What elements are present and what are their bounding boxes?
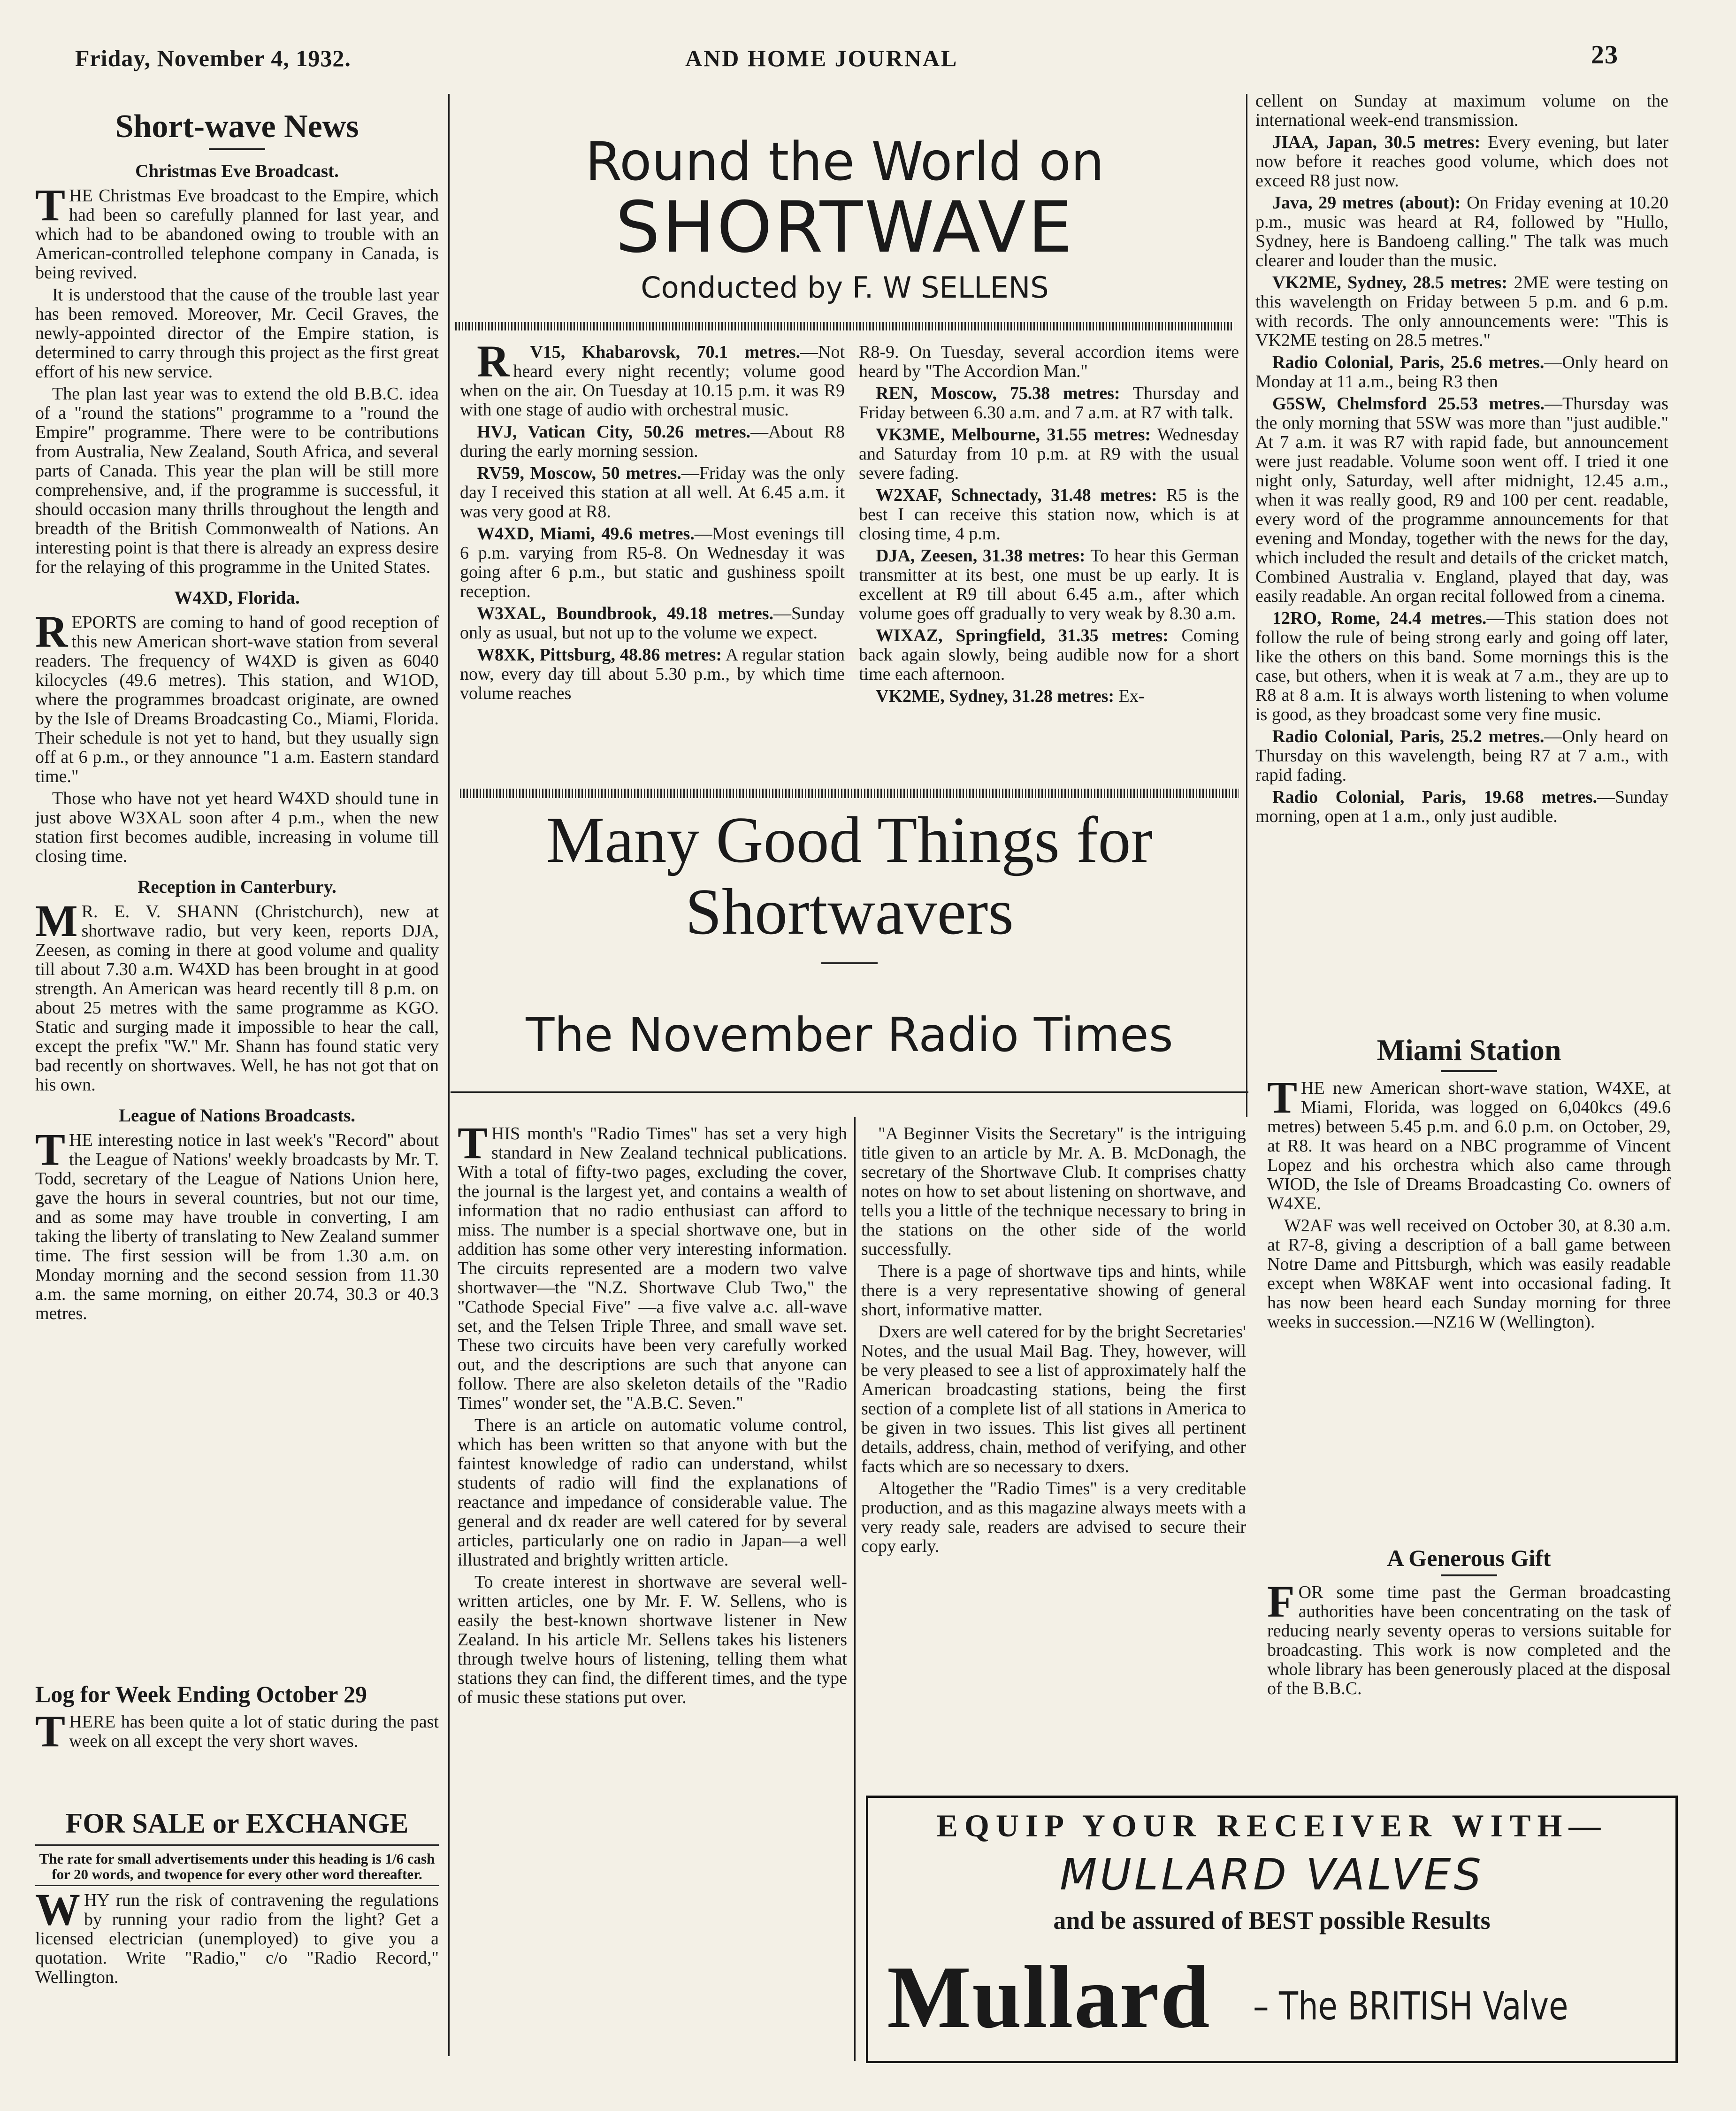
station-entry bbox=[1255, 273, 1668, 350]
station-entry bbox=[460, 645, 845, 703]
station-name: Radio Colonial, Paris, 25.6 metres. bbox=[1272, 353, 1545, 372]
banner-line1: Round the World on bbox=[585, 131, 1104, 192]
many-good-rule bbox=[821, 962, 878, 964]
generous-gift-paragraph: FOR some time past the German broadcasting authorities have been concentrating on the task of reducing nearly seventy operas to versions suitable for broadcasting. This work is now completed and the whole library has been generously placed at the disposal of the B.B.C. bbox=[1267, 1576, 1671, 1698]
log-paragraph: THERE has been quite a lot of static during the past week on all except the very short waves. bbox=[35, 1706, 439, 1756]
many-good-line1: Many Good Things for bbox=[546, 804, 1153, 876]
station-continuation: cellent on Sunday at maximum volume on the international week-end transmission. bbox=[1255, 91, 1668, 130]
station-report: 2ME were testing on this wavelength on Friday between 5 p.m. and 6 p.m. with records. The only announcements were: "This is VK2ME testing on 28.5 metres." bbox=[1255, 273, 1669, 350]
station-name: W2XAF, Schnectady, 31.48 metres: bbox=[876, 485, 1157, 505]
station-report: —About R8 during the early morning session. bbox=[460, 422, 845, 461]
christmas-paragraph: It is understood that the cause of the trouble last year has been removed. Moreover, Mr. Cecil Graves, the newly-appointed director of the Empire station, is determined to carry through this project as the first great effort of his new service. bbox=[35, 285, 439, 382]
radio-times-paragraph: There is an article on automatic volume control, which has been written so that anyone with but the faintest knowledge of radio can understand, whilst students of radio will find the explanations of reactance and impedance of considerable value. The general and dx reader are well catered for by several articles, particularly one on radio in Japan—a well illustrated and brightly written article. bbox=[458, 1415, 847, 1570]
station-name: RV15, Khabarovsk, 70.1 metres. bbox=[477, 336, 800, 386]
header-publication: AND HOME JOURNAL bbox=[685, 45, 958, 71]
mullard-logo: Mullard bbox=[887, 1948, 1211, 2047]
station-name: VK2ME, Sydney, 28.5 metres: bbox=[1272, 273, 1507, 292]
for-sale-title: FOR SALE or EXCHANGE bbox=[65, 1808, 409, 1839]
station-entry bbox=[1255, 133, 1668, 191]
radio-times-title: The November Radio Times bbox=[526, 1007, 1173, 1062]
banner-byline: Conducted by F. W SELLENS bbox=[641, 270, 1049, 305]
station-name: W8XK, Pittsburg, 48.86 metres: bbox=[477, 645, 722, 665]
station-entry bbox=[1255, 353, 1668, 391]
miami-section bbox=[1267, 1028, 1671, 1335]
station-name: HVJ, Vatican City, 50.26 metres. bbox=[477, 422, 751, 442]
radio-times-paragraph: THIS month's "Radio Times" has set a very high standard in New Zealand technical publications. With a total of fifty-two pages, excluding the cover, the journal is the largest yet, and contains a wealth of information that no radio enthusiast can afford to miss. The number is a special shortwave one, but in addition has some other very interesting information. The circuits represented are a modern two valve shortwaver—the "N.Z. Shortwave Club Two," the "Cathode Special Five" —a five valve a.c. all-wave set, and the Telsen Triple Three, and small wave set. These two circuits have been very carefully worked out, and the descriptions are such that anyone can follow. There are also skeleton details of the "Radio Times" wonder set, the "A.B.C. Seven." bbox=[458, 1118, 847, 1413]
station-report: Ex- bbox=[1118, 686, 1145, 706]
station-name: RV59, Moscow, 50 metres. bbox=[477, 463, 681, 483]
radio-times-paragraph: Altogether the "Radio Times" is a very creditable production, and as this magazine always meets with a very ready sale, readers are advised to secure their copy early. bbox=[861, 1479, 1246, 1556]
station-entry bbox=[460, 336, 845, 420]
station-name: Java, 29 metres (about): bbox=[1272, 193, 1461, 213]
station-report: —Friday was the only day I received this station at all well. At 6.45 a.m. it was very good at R8. bbox=[460, 463, 845, 522]
ad-tagline: – The BRITISH Valve bbox=[1253, 1984, 1568, 2029]
station-report: —Sunday morning, open at 1 a.m., only just audible. bbox=[1255, 787, 1668, 826]
column-rule bbox=[1246, 94, 1247, 1117]
for-sale-rate-note: The rate for small advertisements under this heading is 1/6 cash for 20 words, and twopence for every other word thereafter. bbox=[39, 1850, 435, 1882]
station-continuation: R8-9. On Tuesday, several accordion items were heard by "The Accordion Man." bbox=[859, 342, 1239, 381]
station-entry bbox=[1255, 727, 1668, 785]
station-name: W3XAL, Boundbrook, 49.18 metres. bbox=[477, 604, 773, 623]
league-paragraph: THE interesting notice in last week's "Record" about the League of Nations' weekly broadcasts by Mr. T. Todd, secretary of the League of Nations Union here, gave the hours in several countries, but not our time, and as some may have trouble in converting, I am taking the liberty of translating to New Zealand summer time. The first session will be from 1.30 a.m. on Monday morning and the second session from 11.30 a.m. the same morning, on either 20.74, 30.3 or 40.3 metres. bbox=[35, 1124, 439, 1323]
station-report: Thursday and Friday between 6.30 a.m. and 7 a.m. at R7 with talk. bbox=[859, 384, 1239, 422]
christmas-paragraph: THE Christmas Eve broadcast to the Empire, which had been so carefully planned for last year, and which had to be abandoned owing to trouble with an American-controlled telephone company in Canada, is being revived. bbox=[35, 180, 439, 283]
league-heading: League of Nations Broadcasts. bbox=[118, 1105, 356, 1126]
w4xd-paragraph: Those who have not yet heard W4XD should tune in just above W3XAL soon after 4 p.m., when the new station first becomes audible, increasing in volume till closing time. bbox=[35, 789, 439, 866]
station-report: Coming back again slowly, being audible now for a short time each afternoon. bbox=[859, 626, 1239, 684]
mullard-advertisement bbox=[866, 1796, 1678, 2063]
station-name: VK2ME, Sydney, 31.28 metres: bbox=[876, 686, 1115, 706]
station-name: 12RO, Rome, 24.4 metres. bbox=[1272, 608, 1487, 628]
radio-times-col2 bbox=[861, 1124, 1246, 1559]
radio-times-paragraph: There is a page of shortwave tips and hints, while there is a very representative showing of general short, informative matter. bbox=[861, 1261, 1246, 1320]
generous-gift-section bbox=[1267, 1540, 1671, 1701]
miami-paragraph: W2AF was well received on October 30, at 8.30 a.m. at R7-8, giving a description of a ball game between Notre Dame and Pittsburgh, which was easily readable except when W8KAF went into occasional fading. It has now been heard each Sunday morning for three weeks in succession.—NZ16 W (Wellington). bbox=[1267, 1216, 1671, 1332]
column-rule bbox=[854, 1117, 856, 2061]
ad-assurance: and be assured of BEST possible Results bbox=[1053, 1906, 1491, 1934]
station-name: VK3ME, Melbourne, 31.55 metres: bbox=[876, 425, 1151, 445]
station-name: Radio Colonial, Paris, 19.68 metres. bbox=[1272, 787, 1597, 807]
station-report: On Friday evening at 10.20 p.m., music was heard at R4, followed by "Hullo, Sydney, here is Bandoeng calling." The talk was much clearer and louder than the music. bbox=[1255, 193, 1668, 270]
station-entry bbox=[460, 422, 845, 461]
station-report: —Only heard on Thursday on this wavelength, being R7 at 7 a.m., with rapid fading. bbox=[1255, 727, 1668, 785]
station-report: —Only heard on Monday at 11 a.m., being R3 then bbox=[1255, 353, 1668, 391]
christmas-paragraph: The plan last year was to extend the old B.B.C. idea of a "round the stations" programme to a "round the Empire" programme. There were to be contributions from Australia, New Zealand, South Africa, and several parts of Canada. This year the plan will be still more comprehensive, and, if the programme is successful, it should occasion many thrills throughout the length and breadth of the British Commonwealth of Nations. An interesting point is that there is already an express desire for the relaying of this programme in the United States. bbox=[35, 384, 439, 577]
radio-times-paragraph: To create interest in shortwave are several well-written articles, one by Mr. F. W. Sellens, who is easily the best-known shortwave listener in New Zealand. In his article Mr. Sellens takes his listeners through twelve hours of listening, telling them what stations they can find, the different times, and the type of music these stations put over. bbox=[458, 1572, 847, 1707]
banner-hatch-rule bbox=[455, 322, 1234, 330]
column-rule bbox=[448, 94, 450, 2056]
round-world-col2 bbox=[859, 343, 1239, 709]
header-date: Friday, November 4, 1932. bbox=[75, 45, 351, 71]
christmas-heading: Christmas Eve Broadcast. bbox=[135, 161, 339, 181]
for-sale-section bbox=[35, 1798, 439, 1990]
station-report: —Thursday was the only morning that 5SW was more than "just audible." At 7 a.m. it was R7 with rapid fade, but announcement were just readable. Volume soon went off. I tried it one night only, Saturday, well after midnight, 12.45 a.m., when it was really good, R9 and 100 per cent. readable, every word of the programme announcements for that evening and Monday, together with the news for the day, which included the result and details of the cricket match, Combined Australia v. England, played that day, was easily readable. An organ recital followed from a cinema. bbox=[1255, 394, 1668, 606]
w4xd-heading: W4XD, Florida. bbox=[174, 588, 300, 608]
station-entry bbox=[460, 604, 845, 643]
banner-line2: SHORTWAVE bbox=[615, 187, 1074, 269]
for-sale-rule bbox=[35, 1844, 439, 1846]
miami-paragraph: THE new American short-wave station, W4XE, at Miami, Florida, was logged on 6,040kcs (49.6 metres) between 5.45 p.m. and 6.0 p.m. on October, 29, at R8. It was heard on a NBC programme of Vincent Lopez and his orchestra which also came through WIOD, the Isle of Dreams Broadcasting Co. owners of W4XE. bbox=[1267, 1072, 1671, 1213]
station-entry bbox=[1255, 394, 1668, 606]
canterbury-heading: Reception in Canterbury. bbox=[138, 877, 336, 897]
station-entry bbox=[859, 486, 1239, 544]
for-sale-paragraph: WHY run the risk of contravening the regulations by running your radio from the light? Get a licensed electrician (unemployed) to give you a quotation. Write "Radio," c/o "Radio Record," Wellington. bbox=[35, 1884, 439, 1987]
title-rule bbox=[209, 148, 265, 150]
station-name: W4XD, Miami, 49.6 metres. bbox=[477, 524, 695, 544]
station-entry bbox=[859, 384, 1239, 422]
radio-times-paragraph: "A Beginner Visits the Secretary" is the intriguing title given to an article by Mr. A. B. McDonagh, the secretary of the Shortwave Club. It comprises chatty notes on how to set about listening on shortwave, and tells you a little of the technique necessary to bring in the stations on the other side of the world successfully. bbox=[861, 1124, 1246, 1259]
w4xd-paragraph: REPORTS are coming to hand of good reception of this new American short-wave station from several readers. The frequency of W4XD is given as 6040 kilocycles (49.6 metres). This station, and W1OD, where the programmes broadcast originate, are owned by the Isle of Dreams Broadcasting Co., Miami, Florida. Their schedule is not yet to hand, but they usually sign off at 6 p.m., or they announce "1 a.m. Eastern standard time." bbox=[35, 606, 439, 786]
round-world-col1 bbox=[460, 336, 845, 706]
station-report: —Not heard every night recently; volume good when on the air. On Tuesday at 10.15 p.m. it was R9 with one stage of audio with orchestral music. bbox=[460, 342, 845, 420]
station-entry bbox=[859, 546, 1239, 623]
canterbury-paragraph: MR. E. V. SHANN (Christchurch), new at shortwave radio, but very keen, reports DJA, Zeesen, as coming in there at good volume and quality till about 7.30 a.m. W4XD has been brought in at good strength. An American was heard recently till 8 p.m. on about 25 metres with the same programme as KGO. Static and surging made it impossible to hear the call, except the prefix "W." Mr. Shann has found static very bad recently on shortwaves. Well, he has not got that on his own. bbox=[35, 896, 439, 1095]
for-sale-rule bbox=[35, 1885, 439, 1886]
station-name: REN, Moscow, 75.38 metres: bbox=[876, 384, 1120, 403]
station-report: Every evening, but later now before it reaches good volume, which does not exceed R8 just now. bbox=[1255, 132, 1668, 191]
station-entry bbox=[460, 524, 845, 601]
station-entry bbox=[859, 626, 1239, 684]
station-name: JIAA, Japan, 30.5 metres: bbox=[1272, 132, 1481, 152]
ad-product: MULLARD VALVES bbox=[1060, 1850, 1484, 1900]
station-report: R5 is the best I can receive this station now, which is at closing time, 4 p.m. bbox=[859, 485, 1239, 544]
log-title: Log for Week Ending October 29 bbox=[35, 1681, 367, 1707]
station-entry bbox=[1255, 788, 1668, 826]
radio-times-paragraph: Dxers are well catered for by the bright Secretaries' Notes, and the usual Mail Bag. They, however, will be very pleased to see a list of approximately half the American broadcasting stations, being the first section of a complete list of all stations in America to be given in two issues. This list gives all pertinent details, address, chain, method of verifying, and other facts which are so necessary to dxers. bbox=[861, 1322, 1246, 1476]
section-rule bbox=[451, 1091, 1248, 1093]
station-report: Wednesday and Saturday from 10 p.m. at R9 with the usual severe fading. bbox=[859, 425, 1239, 483]
station-entry bbox=[1255, 193, 1668, 270]
station-entry bbox=[859, 687, 1239, 706]
station-entry bbox=[859, 425, 1239, 483]
station-report: To hear this German transmitter at its best, one must be up early. It is excellent at R9 till about 6.45 a.m., after which volume goes off gradually to very weak by 8.30 a.m. bbox=[859, 546, 1239, 623]
title-rule bbox=[1441, 1070, 1497, 1072]
title-rule bbox=[1441, 1574, 1497, 1576]
page-number: 23 bbox=[1591, 40, 1618, 69]
station-report: —Sunday only as usual, but not up to the volume we expect. bbox=[460, 604, 845, 643]
log-section bbox=[35, 1671, 439, 1754]
generous-gift-title: A Generous Gift bbox=[1387, 1545, 1551, 1571]
station-report: —This station does not follow the rule of being strong early and going off later, like the others on this band. Some mornings this is the case, but others, when it is weak at 7 a.m., they are up to R8 at 8 a.m. It is always worth listening to when volume is good, as they broadcast some very fine music. bbox=[1255, 608, 1668, 724]
radio-times-col1 bbox=[458, 1118, 847, 1710]
station-entry bbox=[1255, 609, 1668, 724]
station-name: WIXAZ, Springfield, 31.35 metres: bbox=[876, 626, 1169, 645]
station-entry bbox=[460, 464, 845, 522]
shortwave-news-title: Short-wave News bbox=[115, 108, 359, 145]
station-report: A regular station now, every day till about 5.30 p.m., by which time volume reaches bbox=[460, 645, 845, 703]
station-report: —Most evenings till 6 p.m. varying from R5-8. On Wednesday it was going after 6 p.m., but static and gushiness spoilt reception. bbox=[460, 524, 845, 601]
section-hatch-rule bbox=[460, 789, 1239, 798]
many-good-line2: Shortwavers bbox=[685, 875, 1014, 948]
station-name: Radio Colonial, Paris, 25.2 metres. bbox=[1272, 727, 1545, 746]
miami-title: Miami Station bbox=[1377, 1033, 1561, 1067]
station-name: DJA, Zeesen, 31.38 metres: bbox=[876, 546, 1086, 566]
round-world-col3 bbox=[1255, 92, 1668, 829]
shortwave-news-column bbox=[35, 103, 439, 1326]
ad-headline: EQUIP YOUR RECEIVER WITH— bbox=[936, 1808, 1607, 1843]
station-name: G5SW, Chelmsford 25.53 metres. bbox=[1272, 394, 1545, 414]
